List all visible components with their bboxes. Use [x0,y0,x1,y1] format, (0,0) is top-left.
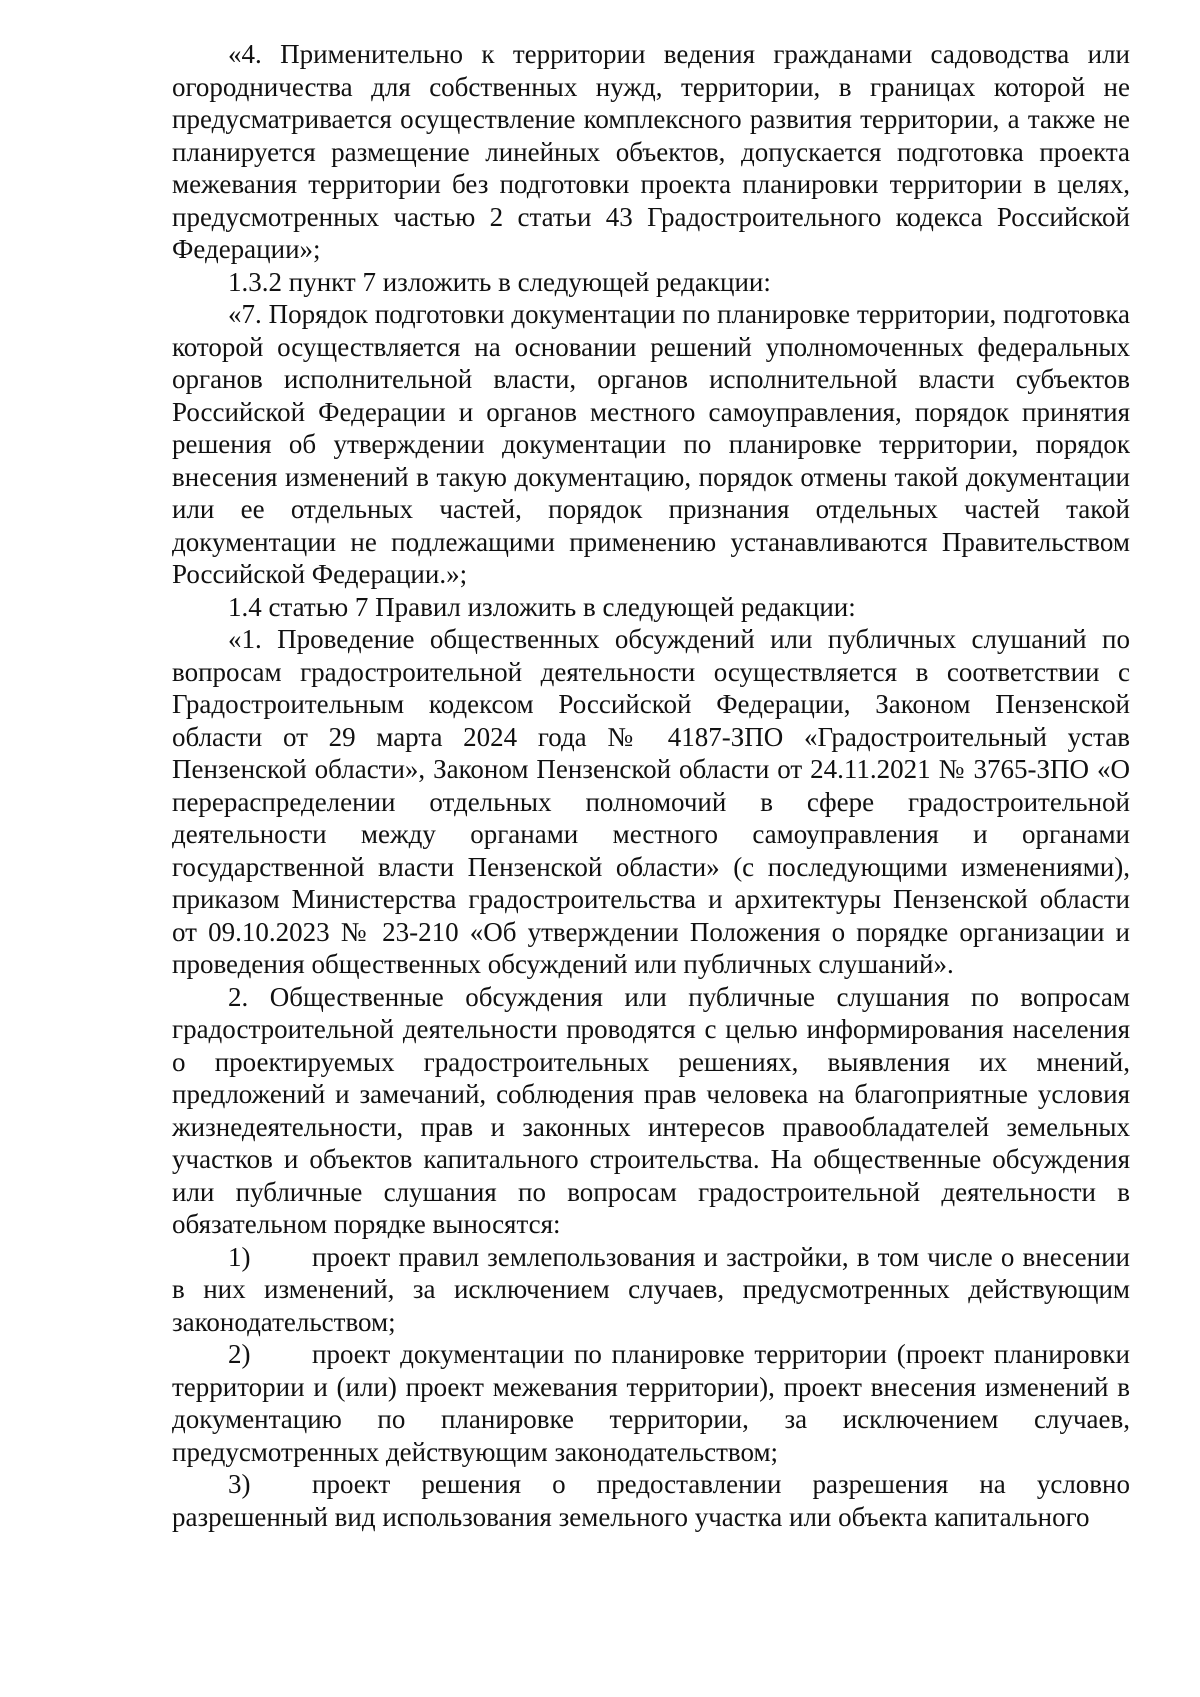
paragraph-clause-1: «1. Проведение общественных обсуждений или публичных слушаний по вопросам градостроительной деятельности осуществляется в соответствии с Градостроительным кодексом Российской Федерации, Законом Пензенской области от 29 марта 2024 года № 4187-ЗПО «Градостроительный устав Пензенской области», Законом Пензенской области от 24.11.2021 № 3765-ЗПО «О перераспределении отдельных полномочий в сфере градостроительной деятельности между органами местного самоуправления и органами государственной власти Пензенской области» (с последующими изменениями), приказом Министерства градостроительства и архитектуры Пензенской области от 09.10.2023 № 23-210 «Об утверждении Положения о порядке организации и проведения общественных обсуждений или публичных слушаний». [172,624,1130,979]
list-item [172,1338,1130,1468]
paragraph-1-4: 1.4 статью 7 Правил изложить в следующей редакции: [228,591,856,622]
list-item [172,1468,1130,1533]
paragraph-1-3-2: 1.3.2 пункт 7 изложить в следующей редакции: [228,266,771,297]
paragraph-clause-7: «7. Порядок подготовки документации по планировке территории, подготовка которой осуществляется на основании решений уполномоченных федеральных органов исполнительной власти, органов исполнительной власти субъектов Российской Федерации и органов местного самоуправления, порядок принятия решения об утверждении документации по планировке территории, порядок внесения изменений в такую документацию, порядок отмены такой документации или ее отдельных частей, порядок признания отдельных частей такой документации не подлежащими применению устанавливаются Правительством Российской Федерации.»; [172,299,1130,589]
list-item-text: проект документации по планировке территории (проект планировки территории и (или) проект межевания территории), проект внесения изменений в документацию по планировке территории, за исключением случаев, предусмотренных действующим законодательством; [172,1339,1130,1467]
list-item-number: 2) [228,1339,251,1369]
list-item-text: проект решения о предоставлении разрешения на условно разрешенный вид использования земельного участка или объекта капитального [172,1469,1130,1532]
paragraph-clause-2: 2. Общественные обсуждения или публичные слушания по вопросам градостроительной деятельности проводятся с целью информирования населения о проектируемых градостроительных решениях, выявления их мнений, предложений и замечаний, соблюдения прав человека на благоприятные условия жизнедеятельности, прав и законных интересов правообладателей земельных участков и объектов капитального строительства. На общественные обсуждения или публичные слушания по вопросам градостроительной деятельности в обязательном порядке выносятся: [172,981,1130,1239]
list-item [172,1241,1130,1339]
paragraph-clause-4: «4. Применительно к территории ведения гражданами садоводства или огородничества для собственных нужд, территории, в границах которой не предусматривается осуществление комплексного развития территории, а также не планируется размещение линейных объектов, допускается подготовка проекта межевания территории без подготовки проекта планировки территории в целях, предусмотренных частью 2 статьи 43 Градостроительного кодекса Российской Федерации»; [172,39,1130,264]
list-item-number: 1) [228,1241,251,1272]
list-item-text: проект правил землепользования и застройки, в том числе о внесении в них изменений, за исключением случаев, предусмотренных действующим законодательством; [172,1241,1130,1337]
list-item-number: 3) [228,1469,251,1499]
document-body [172,38,1130,1533]
